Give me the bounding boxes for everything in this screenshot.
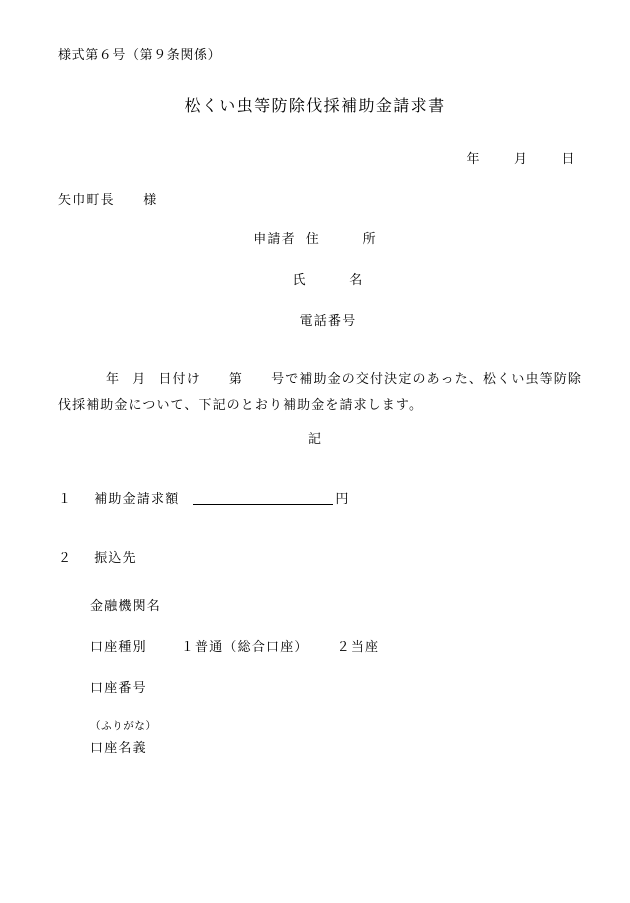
- applicant-name-label: 氏 名: [292, 272, 364, 287]
- page-title: 松くい虫等防除伐採補助金請求書: [184, 98, 446, 115]
- body-paragraph: [58, 366, 582, 418]
- date-day-label: 日: [561, 151, 575, 166]
- transfer-number: ２: [58, 550, 73, 565]
- applicant-block: [0, 228, 630, 351]
- applicant-address-row: [0, 228, 630, 247]
- form-number: 様式第６号（第９条関係）: [58, 47, 222, 62]
- body-month-label: 月: [132, 371, 147, 386]
- claim-amount-unit: 円: [335, 491, 350, 506]
- bank-institution-label: 金融機関名: [90, 598, 162, 613]
- date-month-label: 月: [513, 151, 528, 166]
- body-docno-suffix: 号で補助金の交付決定のあった、松くい虫: [271, 371, 540, 386]
- bank-institution-row: [90, 595, 379, 614]
- applicant-label: 申請者: [253, 231, 296, 246]
- bank-account-number-row: [90, 677, 379, 696]
- date-line: [466, 148, 575, 167]
- claim-amount-row: [58, 488, 350, 507]
- bank-account-type-row: [90, 636, 379, 655]
- bank-account-number-label: 口座番号: [90, 680, 147, 695]
- applicant-phone-label: 電話番号: [299, 313, 357, 328]
- body-docno-prefix: 第: [228, 371, 244, 386]
- bank-account-type-option-2[interactable]: ２当座: [336, 639, 380, 654]
- bank-account-name-label: 口座名義: [90, 740, 147, 755]
- addressee: 矢巾町長 様: [58, 192, 158, 207]
- body-year-label: 年: [106, 371, 121, 386]
- ki-heading: 記: [307, 431, 322, 446]
- bank-account-type-label: 口座種別: [90, 639, 147, 654]
- applicant-phone-row: [0, 310, 630, 329]
- claim-amount-number: １: [58, 491, 73, 506]
- claim-amount-input[interactable]: [193, 490, 333, 505]
- bank-account-type-option-1[interactable]: １普通（総合口座）: [180, 639, 309, 654]
- applicant-address-label: 住 所: [305, 231, 377, 246]
- claim-amount-label: 補助金請求額: [94, 491, 180, 506]
- body-line2: 等防除伐採補助金について、下記のとおり補助金を請求します。: [58, 371, 582, 412]
- transfer-destination-row: [58, 547, 137, 566]
- applicant-name-row: [0, 269, 630, 288]
- date-year-label: 年: [466, 151, 480, 166]
- bank-details-list: [90, 595, 379, 778]
- bank-account-name-row: [90, 718, 379, 756]
- transfer-label: 振込先: [94, 550, 137, 565]
- body-day-label: 日付け: [158, 371, 201, 386]
- bank-furigana-label: （ふりがな）: [90, 721, 157, 732]
